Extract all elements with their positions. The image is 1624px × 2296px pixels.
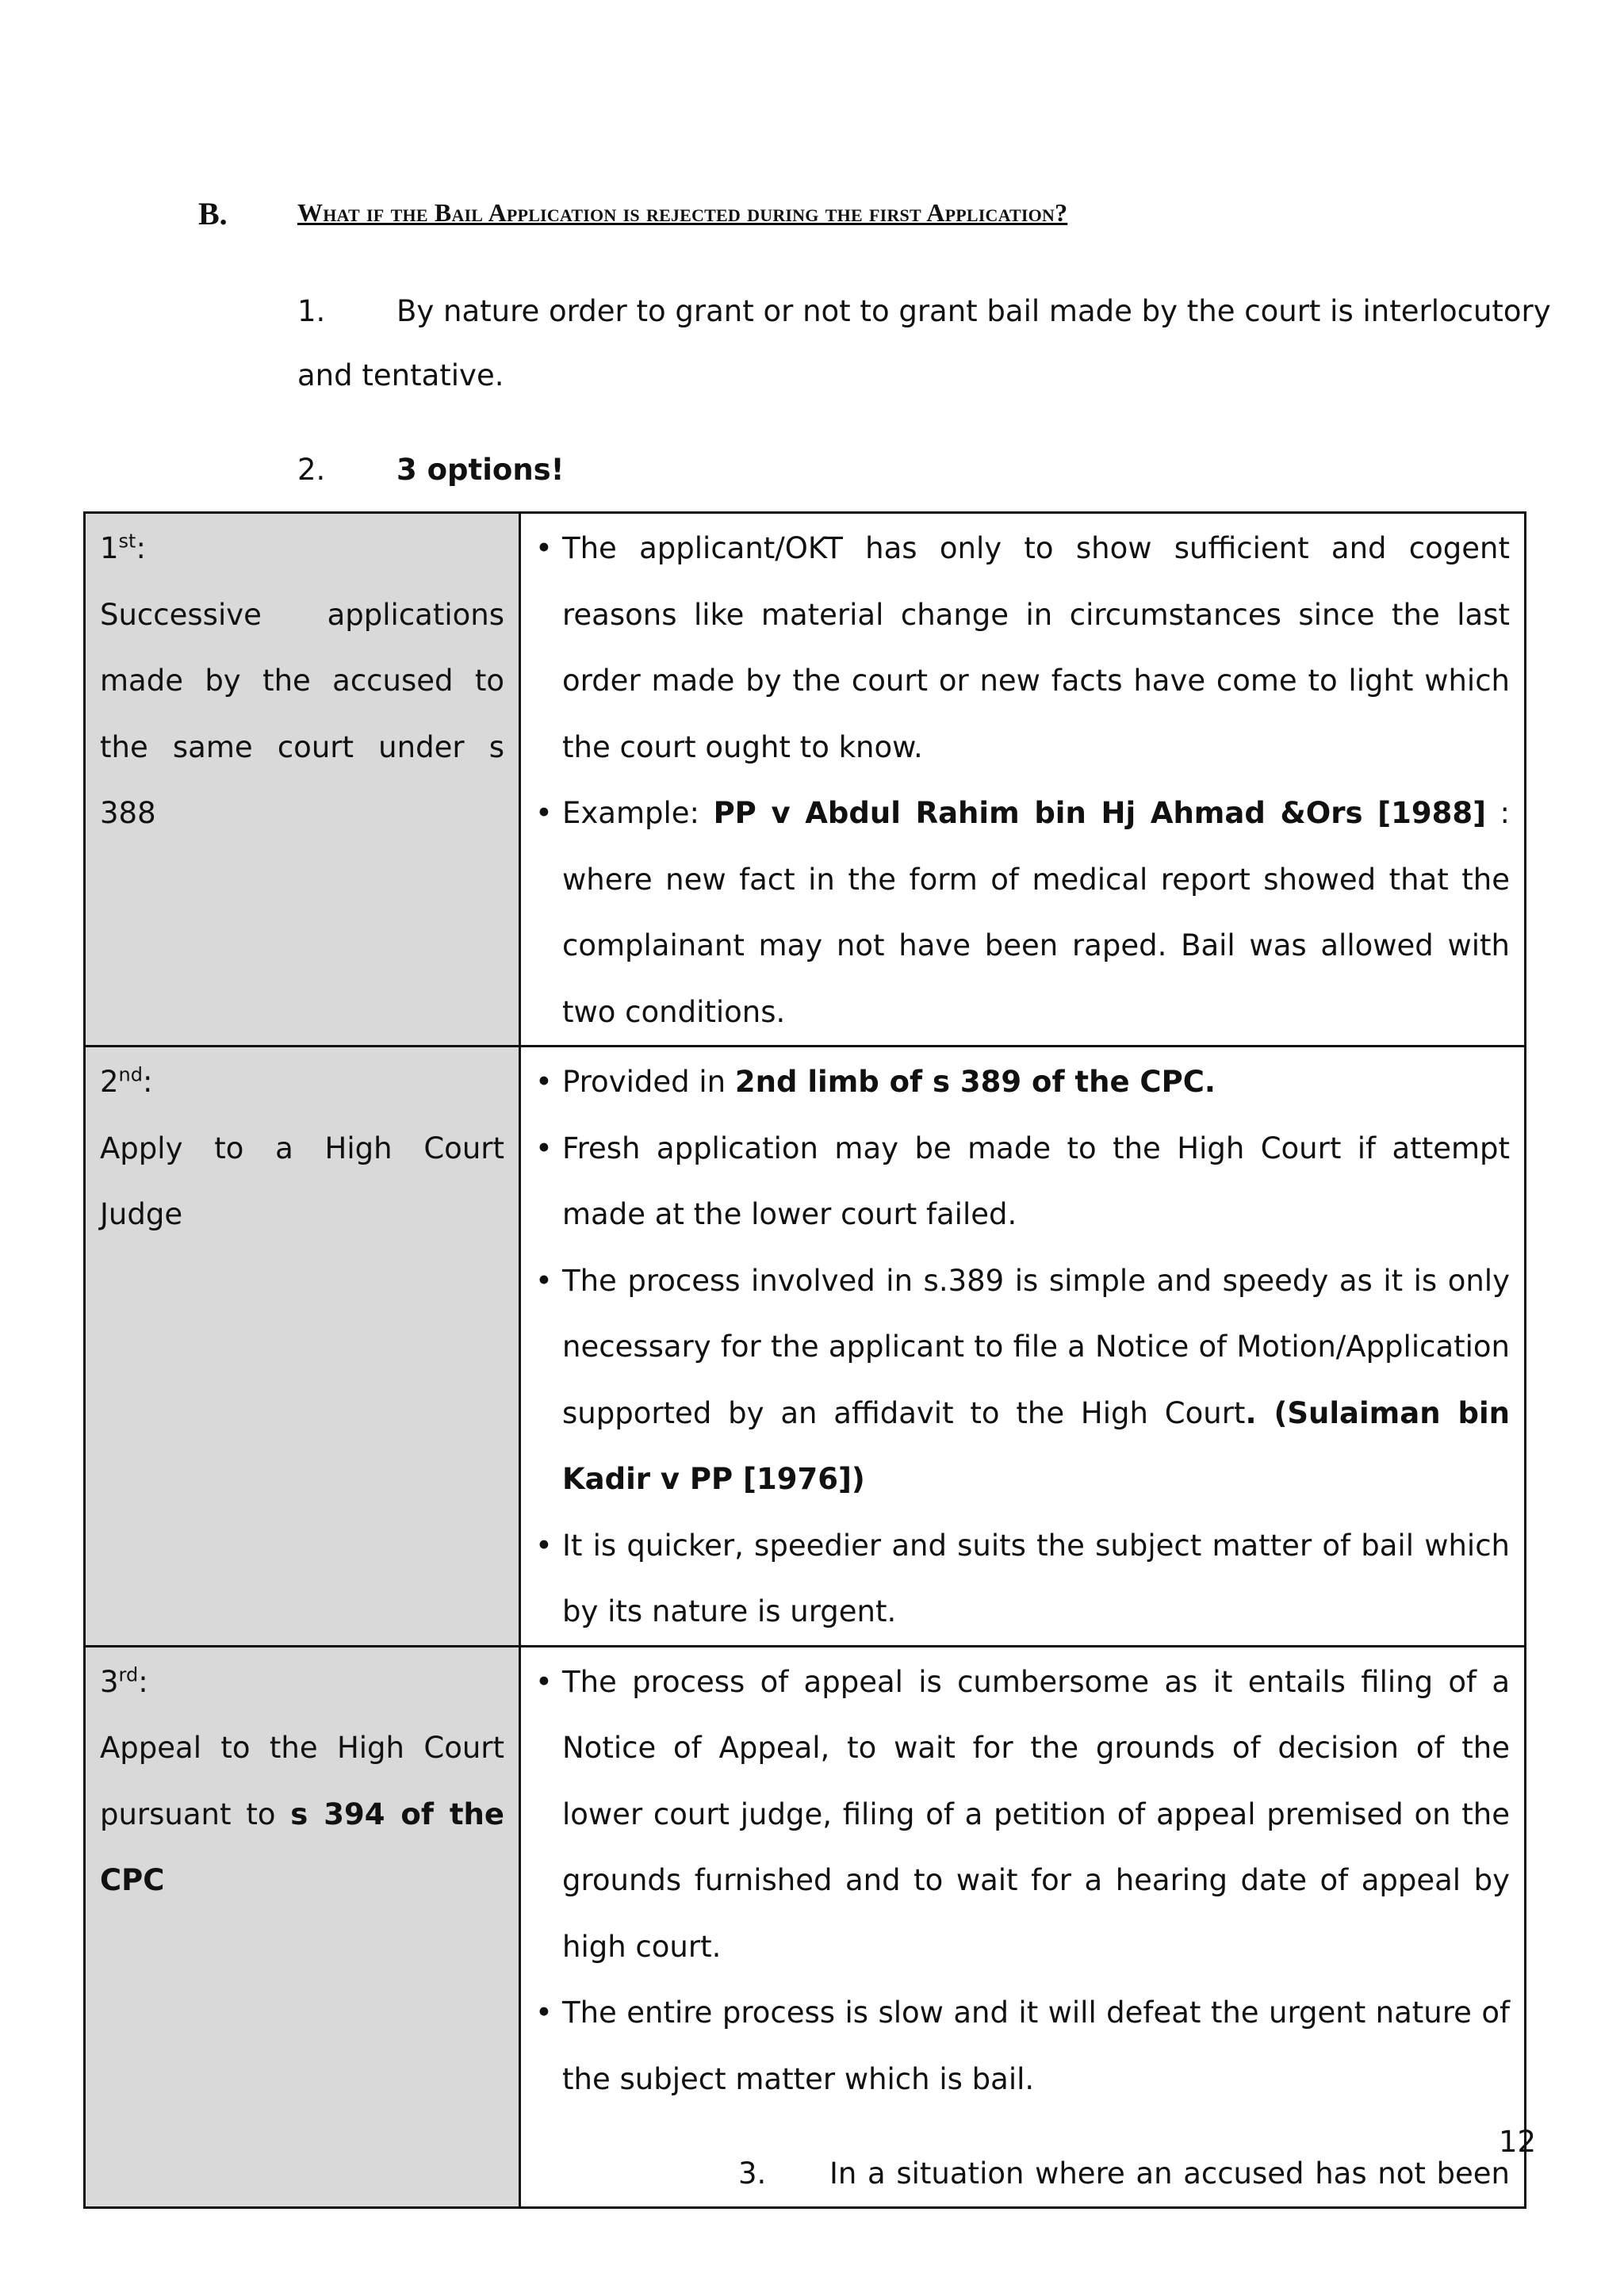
bullet-item: • The applicant/OKT has only to show sufficient and cogent reasons like material change in circumstances since the last order made by the court or new facts have come to light which the court ought to know. bbox=[532, 515, 1510, 780]
page-number: 12 bbox=[1499, 2125, 1537, 2159]
case-citation: PP v Abdul Rahim bin Hj Ahmad &Ors [1988] bbox=[713, 796, 1486, 830]
bullet-item: • Example: PP v Abdul Rahim bin Hj Ahmad &Ors [1988] : where new fact in the form of medical report showed that the complainant may not have been raped. Bail was allowed with two conditions. bbox=[532, 780, 1510, 1045]
option-row-2 bbox=[85, 1047, 1526, 1647]
bullet-item: • Provided in 2nd limb of s 389 of the CPC. bbox=[532, 1049, 1510, 1115]
option-label: Successive applications made by the accused to the same court under s 388 bbox=[100, 597, 504, 830]
option-label: Appeal to the High Court pursuant to s 394 of the CPC bbox=[100, 1731, 504, 1897]
paragraph-text: In a situation where an accused has not been bbox=[829, 2156, 1510, 2191]
option-detail-cell bbox=[520, 513, 1526, 1047]
paragraph-text: 3 options! bbox=[396, 453, 565, 487]
section-title: What if the Bail Application is rejected during the first Application? bbox=[297, 198, 1068, 227]
option-label-cell bbox=[85, 513, 520, 1047]
bullet-item: • It is quicker, speedier and suits the subject matter of bail which by its nature is urgent. bbox=[532, 1513, 1510, 1645]
paragraph-text-line2: and tentative. bbox=[297, 358, 504, 392]
option-label-cell bbox=[85, 1047, 520, 1647]
option-detail-cell bbox=[520, 1047, 1526, 1647]
case-citation: . (Sulaiman bin Kadir v PP [1976]) bbox=[562, 1395, 1510, 1496]
option-ordinal: 1st: bbox=[100, 530, 146, 565]
paragraph-number: 3. bbox=[738, 2156, 767, 2191]
options-table bbox=[83, 511, 1526, 2209]
bullet-item: • The entire process is slow and it will defeat the urgent nature of the subject matter which is bail. bbox=[532, 1980, 1510, 2112]
section-letter: B. bbox=[198, 196, 228, 232]
bullet-item: • The process of appeal is cumbersome as it entails filing of a Notice of Appeal, to wait for the grounds of decision of the lower court judge, filing of a petition of appeal premised on the grounds furnished and to wait for a hearing date of appeal by high court. bbox=[532, 1649, 1510, 1980]
bullet-item: • The process involved in s.389 is simple and speedy as it is only necessary for the applicant to file a Notice of Motion/Application supported by an affidavit to the High Court. (Sulaiman bin Kadir v PP [1976]) bbox=[532, 1248, 1510, 1513]
paragraph-number: 2. bbox=[297, 453, 326, 487]
paragraph-number: 1. bbox=[297, 294, 326, 328]
option-detail-cell bbox=[520, 1646, 1526, 2208]
section-heading bbox=[198, 195, 1507, 243]
continuation-paragraph bbox=[532, 2141, 1510, 2206]
option-label-cell bbox=[85, 1646, 520, 2208]
bullet-item: • Fresh application may be made to the High Court if attempt made at the lower court failed. bbox=[532, 1115, 1510, 1248]
option-label: Apply to a High Court Judge bbox=[100, 1131, 504, 1231]
paragraph-text-line1: By nature order to grant or not to grant bail made by the court is interlocutory bbox=[396, 294, 1551, 328]
option-row-3 bbox=[85, 1646, 1526, 2208]
option-ordinal: 2nd: bbox=[100, 1063, 153, 1099]
option-ordinal: 3rd: bbox=[100, 1663, 148, 1699]
option-row-1 bbox=[85, 513, 1526, 1047]
